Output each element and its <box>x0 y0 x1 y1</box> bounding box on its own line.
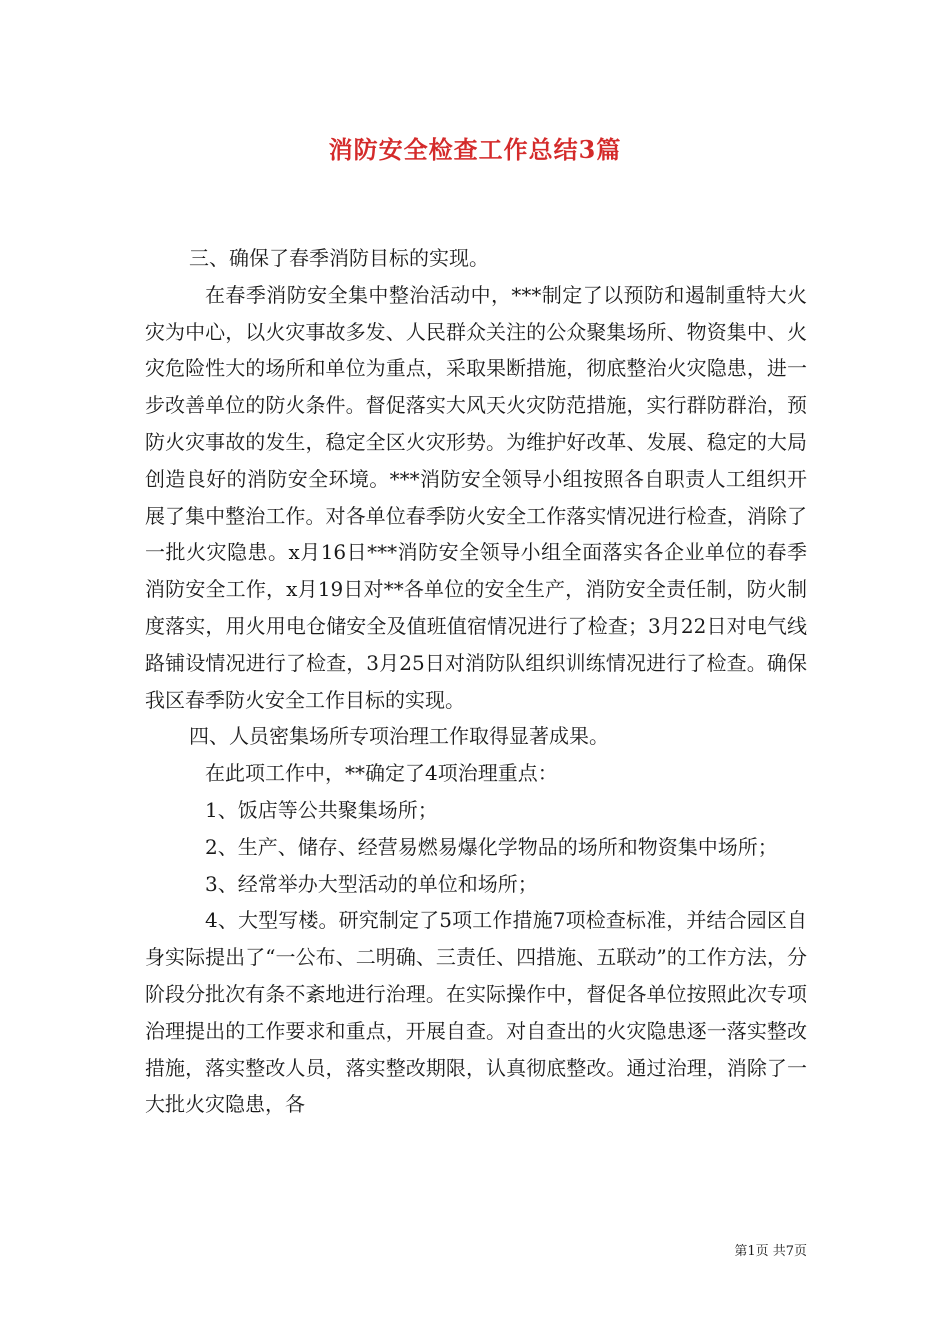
document-body <box>145 240 807 1123</box>
paragraph-spring-fire-safety: 在春季消防安全集中整治活动中，***制定了以预防和遏制重特大火灾为中心，以火灾事故多发、人民群众关注的公众聚集场所、物资集中、火灾危险性大的场所和单位为重点，采取果断措施，彻底整治火灾隐患，进一步改善单位的防火条件。督促落实大风天火灾防范措施，实行群防群治，预防火灾事故的发生，稳定全区火灾形势。为维护好改革、发展、稳定的大局创造良好的消防安全环境。***消防安全领导小组按照各自职责人工组织开展了集中整治工作。对各单位春季防火安全工作落实情况进行检查，消除了一批火灾隐患。x月16日***消防安全领导小组全面落实各企业单位的春季消防安全工作，x月19日对**各单位的安全生产，消防安全责任制，防火制度落实，用火用电仓储安全及值班值宿情况进行了检查；3月22日对电气线路铺设情况进行了检查，3月25日对消防队组织训练情况进行了检查。确保我区春季防火安全工作目标的实现。 <box>145 282 807 712</box>
page-number-footer: 第1页 共7页 <box>734 1244 807 1259</box>
list-item-4: 4、大型写楼。研究制定了5项工作措施7项检查标准，并结合园区自身实际提出了“一公布、二明确、三责任、四措施、五联动”的工作方法，分阶段分批次有条不紊地进行治理。在实际操作中，督促各单位按照此次专项治理提出的工作要求和重点，开展自查。对自查出的火灾隐患逐一落实整改措施，落实整改人员，落实整改期限，认真彻底整改。通过治理，消除了一大批火灾隐患，各 <box>145 908 807 1117</box>
document-title: 消防安全检查工作总结3篇 <box>328 135 622 164</box>
list-item-2: 2、生产、储存、经营易燃易爆化学物品的场所和物资集中场所； <box>205 834 778 859</box>
paragraph-governance-focus: 在此项工作中，**确定了4项治理重点： <box>205 761 558 786</box>
list-item-3: 3、经常举办大型活动的单位和场所； <box>205 871 538 896</box>
list-item-1: 1、饭店等公共聚集场所； <box>205 797 438 822</box>
section-heading-4: 四、人员密集场所专项治理工作取得显著成果。 <box>189 724 609 749</box>
section-heading-3: 三、确保了春季消防目标的实现。 <box>189 246 489 270</box>
